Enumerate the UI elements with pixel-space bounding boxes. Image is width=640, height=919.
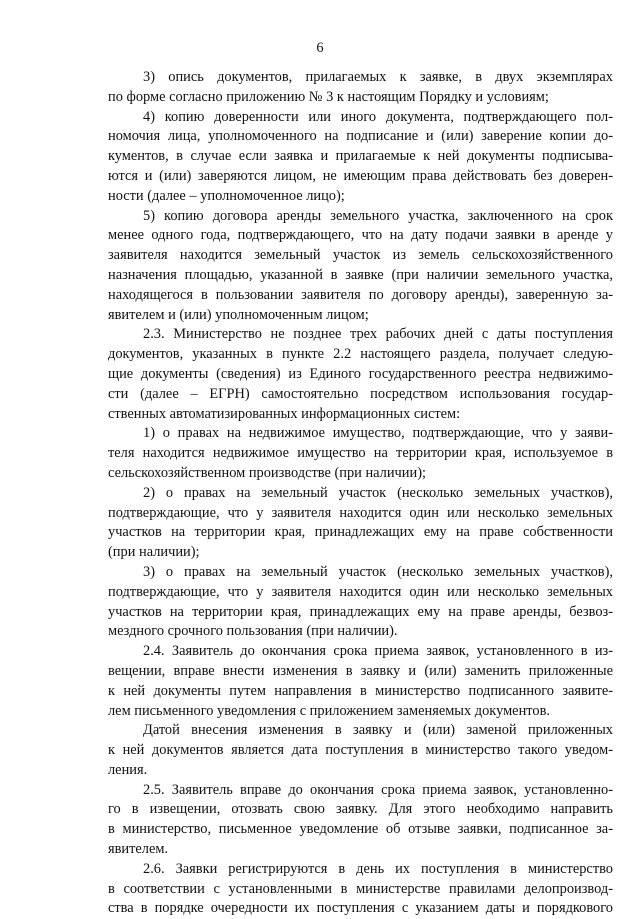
text-line: 1) о правах на недвижимое имущество, подтверждающие, что у заяви- bbox=[143, 425, 613, 442]
paragraph bbox=[108, 781, 613, 860]
text-line: в министерство, письменное уведомление об отзыве заявки, подписанное за- bbox=[108, 821, 613, 838]
paragraph bbox=[108, 207, 613, 326]
paragraph bbox=[108, 721, 613, 780]
paragraph bbox=[108, 860, 613, 919]
text-line: номочия лица, уполномоченного на подписание и (или) заверение копии до- bbox=[108, 128, 613, 145]
text-line: менее одного года, подтверждающего, что на дату подачи заявки в аренде у bbox=[108, 227, 613, 244]
text-line: сти (далее – ЕГРН) самостоятельно посредством использования государ- bbox=[108, 385, 613, 402]
text-line: ления. bbox=[108, 761, 148, 778]
text-line: сельскохозяйственном производстве (при наличии); bbox=[108, 464, 426, 481]
paragraph bbox=[108, 642, 613, 721]
text-line: теля находится недвижимое имущество на территории края, используемое в bbox=[108, 445, 613, 462]
text-line: подтверждающие, что у заявителя находится один или несколько земельных bbox=[108, 504, 613, 521]
text-line: щие документы (сведения) из Единого государственного реестра недвижимо- bbox=[108, 365, 613, 382]
text-line: 3) о правах на земельный участок (несколько земельных участков), bbox=[143, 563, 613, 580]
text-line: ственных автоматизированных информационных систем: bbox=[108, 405, 461, 422]
text-line: 2) о правах на земельный участок (несколько земельных участков), bbox=[143, 484, 613, 501]
document-body bbox=[108, 68, 613, 919]
paragraph bbox=[108, 484, 613, 563]
page-number: 6 bbox=[316, 40, 324, 56]
text-line: подтверждающие, что у заявителя находится один или несколько земельных bbox=[108, 583, 613, 600]
text-line: назначения площадью, указанной в заявке (при наличии земельного участка, bbox=[108, 266, 613, 283]
text-line: ются и (или) заверяются лицом, не имеющим права действовать без доверен- bbox=[108, 167, 613, 184]
text-line: 2.3. Министерство не позднее трех рабочих дней с даты поступления bbox=[143, 326, 613, 343]
text-line: по форме согласно приложению № 3 к настоящим Порядку и условиям; bbox=[108, 88, 549, 105]
text-line: го в извещении, отозвать свою заявку. Для этого необходимо направить bbox=[108, 801, 613, 818]
text-line: лем письменного уведомления с приложением заменяемых документов. bbox=[108, 702, 550, 719]
text-line: 2.4. Заявитель до окончания срока приема заявок, установленного в из- bbox=[143, 643, 613, 660]
text-line: кументов, в случае если заявка и прилагаемые к ней документы подписыва- bbox=[108, 148, 613, 165]
text-line: находящегося в пользовании заявителя по договору аренды), заверенную за- bbox=[108, 286, 613, 303]
text-line: 5) копию договора аренды земельного участка, заключенного на срок bbox=[143, 207, 613, 224]
text-line: мездного срочного пользования (при наличии). bbox=[108, 623, 398, 640]
text-line: 3) опись документов, прилагаемых к заявке, в двух экземплярах bbox=[143, 69, 613, 85]
paragraph bbox=[108, 68, 613, 108]
text-line: 4) копию доверенности или иного документа, подтверждающего пол- bbox=[143, 108, 613, 125]
text-line: явителем. bbox=[108, 841, 169, 858]
paragraph bbox=[108, 325, 613, 424]
text-line: (при наличии); bbox=[108, 544, 200, 561]
paragraph bbox=[108, 424, 613, 483]
paragraph bbox=[108, 108, 613, 207]
paragraph bbox=[108, 563, 613, 642]
text-line: ности (далее – уполномоченное лицо); bbox=[108, 187, 345, 204]
text-line: к ней документов является дата поступления в министерство такого уведом- bbox=[108, 742, 613, 759]
text-line: к ней документы путем направления в министерство подписанного заявите- bbox=[108, 682, 613, 699]
text-line: в соответствии с установленными в министерстве правилами делопроизвод- bbox=[108, 880, 613, 897]
text-line: 2.6. Заявки регистрируются в день их поступления в министерство bbox=[143, 860, 613, 877]
text-line: 2.5. Заявитель вправе до окончания срока приема заявок, установленно- bbox=[143, 781, 613, 798]
text-line: ства в порядке очередности их поступления с указанием даты и порядкового bbox=[108, 900, 613, 917]
text-line: вещении, вправе внести изменения в заявку и (или) заменить приложенные bbox=[108, 662, 613, 679]
text-line: Датой внесения изменения в заявку и (или) заменой приложенных bbox=[143, 722, 613, 739]
text-line: явителем и (или) уполномоченным лицом; bbox=[108, 306, 369, 323]
text-line: документов, указанных в пункте 2.2 настоящего раздела, получает следую- bbox=[108, 346, 613, 363]
text-line: участков на территории края, принадлежащих ему на праве аренды, безвоз- bbox=[108, 603, 613, 620]
text-line: участков на территории края, принадлежащих ему на праве собственности bbox=[108, 524, 613, 541]
text-line: заявителя находится земельный участок из земель сельскохозяйственного bbox=[108, 247, 613, 264]
